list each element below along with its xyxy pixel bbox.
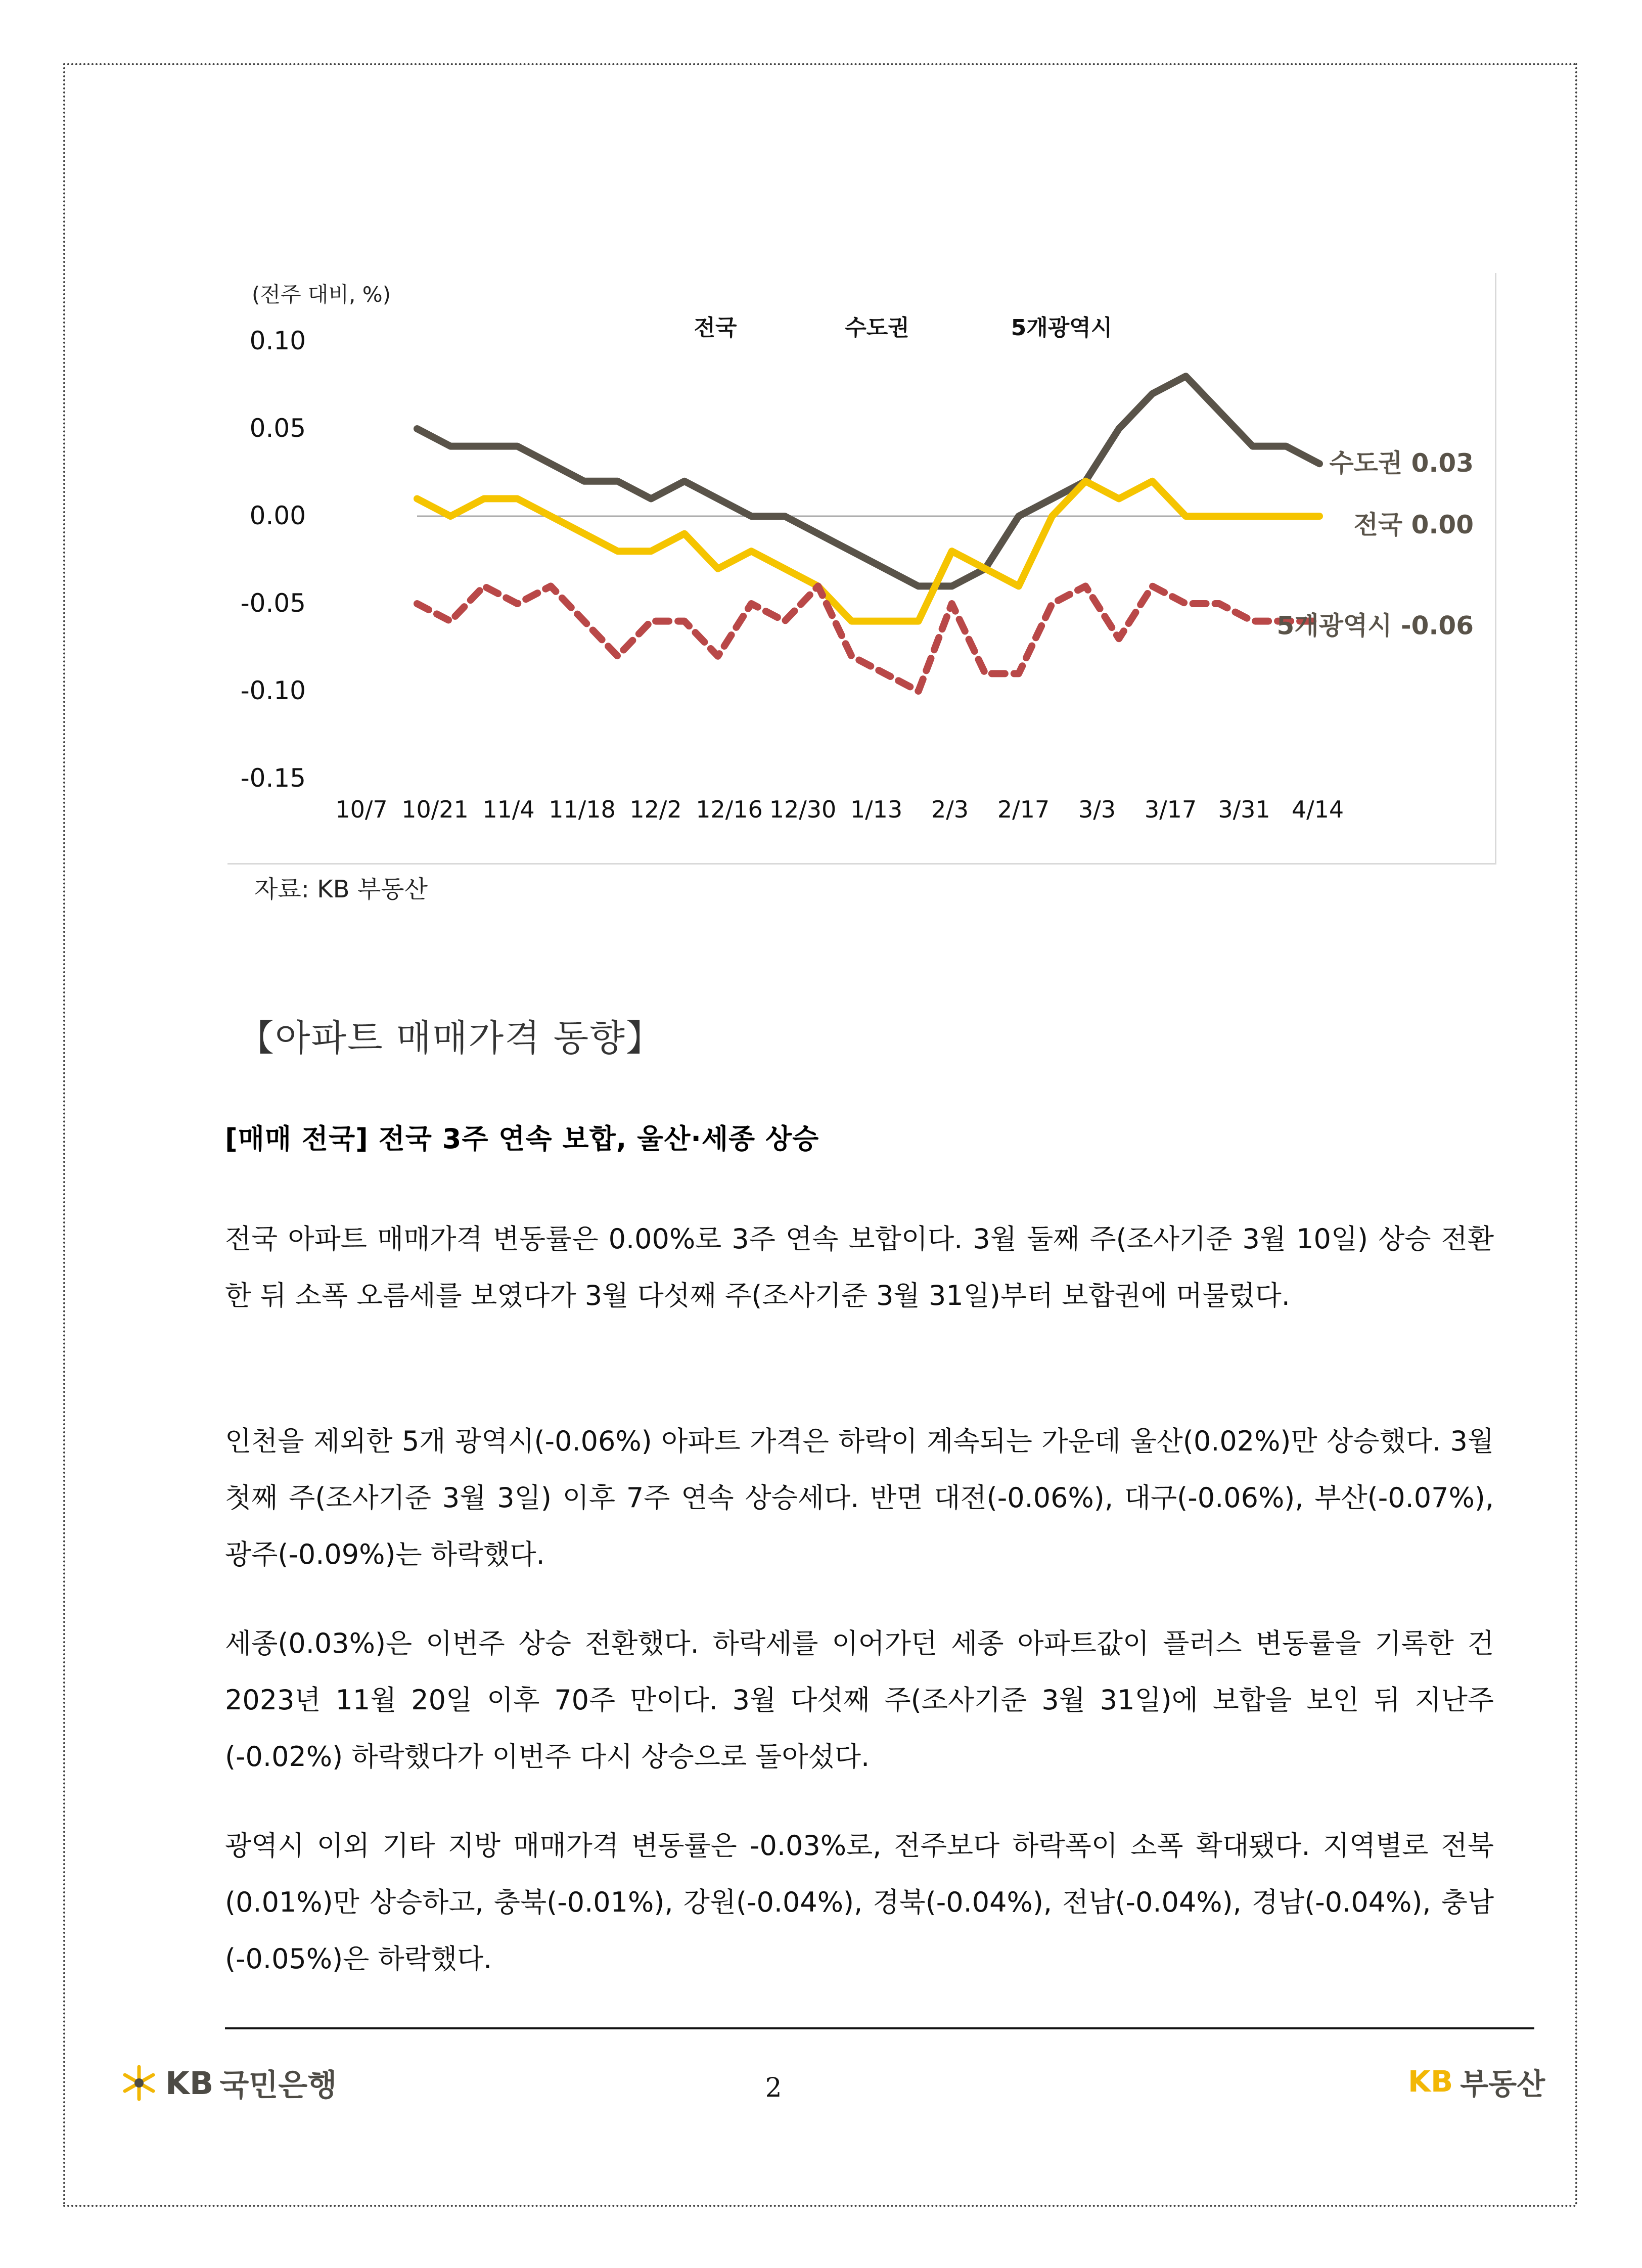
paragraph-metro: 인천을 제외한 5개 광역시(-0.06%) 아파트 가격은 하락이 계속되는 가운데 울산(0.02%)만 상승했다. 3월 첫째 주(조사기준 3월 3일) 이후 7주 연속 상승세다. 반면 대전(-0.06%), 대구(-0.06%), 부산(-0.07%), 광주(-0.09%)는 하락했다. [225,1425,1494,1570]
x-tick-label: 11/4 [482,796,535,823]
y-tick-label: -0.05 [240,588,306,618]
y-tick-label: 0.10 [249,326,306,355]
x-tick-label: 12/2 [629,796,682,823]
series-end-label: 수도권 0.03 [1329,448,1474,478]
series-end-label: 5개광역시 -0.06 [1276,611,1474,641]
chart-unit-label: (전주 대비, %) [252,282,391,307]
x-tick-label: 12/30 [769,796,837,823]
left-logo-kb: KB [165,2064,214,2102]
x-tick-label: 1/13 [850,796,903,823]
x-tick-label: 10/7 [335,796,388,823]
left-logo-text: 국민은행 [219,2068,337,2103]
y-axis-ticks [241,326,306,793]
x-tick-label: 3/3 [1078,796,1116,823]
kb-kookmin-bank-logo [119,2060,337,2106]
right-logo-text: 부동산 [1460,2067,1545,2101]
y-tick-label: 0.05 [249,414,306,443]
x-tick-label: 2/17 [997,796,1050,823]
x-tick-label: 3/17 [1144,796,1197,823]
series-end-label: 전국 0.00 [1353,510,1474,539]
paragraph-national: 전국 아파트 매매가격 변동률은 0.00%로 3주 연속 보합이다. 3월 둘째 주(조사기준 3월 10일) 상승 전환한 뒤 소폭 오름세를 보였다가 3월 다섯째 주(조사기준 3월 31일)부터 보합권에 머물렀다. [225,1223,1494,1311]
page-number: 2 [765,2073,782,2103]
paragraph-other-regions: 광역시 이외 기타 지방 매매가격 변동률은 -0.03%로, 전주보다 하락폭이 소폭 확대됐다. 지역별로 전북(0.01%)만 상승하고, 충북(-0.01%), 강원(-0.04%), 경북(-0.04%), 전남(-0.04%), 경남(-0.04%), 충남(-0.05%)은 하락했다. [225,1830,1494,1975]
series-line [417,586,1319,691]
legend-entry: 수도권 [845,315,909,341]
chart-legend [694,315,1112,341]
series-line [417,376,1319,586]
paragraph-sejong: 세종(0.03%)은 이번주 상승 전환했다. 하락세를 이어가던 세종 아파트값이 플러스 변동률을 기록한 건 2023년 11월 20일 이후 70주 만이다. 3월 다섯째 주(조사기준 3월 31일)에 보합을 보인 뒤 지난주(-0.02%) 하락했다가 이번주 다시 상승으로 돌아섰다. [225,1627,1494,1773]
sub-heading: [매매 전국] 전국 3주 연속 보합, 울산·세종 상승 [225,1123,819,1155]
y-tick-label: -0.15 [240,763,306,793]
series-end-labels [1276,448,1474,640]
right-logo-kb: KB [1408,2064,1453,2099]
x-tick-label: 4/14 [1291,796,1344,823]
x-tick-label: 10/21 [401,796,469,823]
chart-source: 자료: KB 부동산 [254,875,428,903]
x-tick-label: 11/18 [549,796,616,823]
section-heading: 【아파트 매매가격 동향】 [238,1017,663,1059]
kb-real-estate-logo [1408,2060,1545,2103]
price-change-chart [227,273,1496,865]
footer-rule [225,2027,1534,2029]
series-lines [417,376,1319,691]
x-tick-label: 12/16 [696,796,763,823]
kb-star-icon [119,2063,159,2103]
x-tick-label: 2/3 [931,796,969,823]
legend-entry: 전국 [694,315,737,341]
y-tick-label: -0.10 [240,676,306,705]
y-tick-label: 0.00 [249,501,306,530]
chart-canvas [227,273,1496,865]
legend-entry: 5개광역시 [1011,315,1113,341]
x-tick-label: 3/31 [1218,796,1270,823]
x-axis-ticks [335,796,1344,823]
